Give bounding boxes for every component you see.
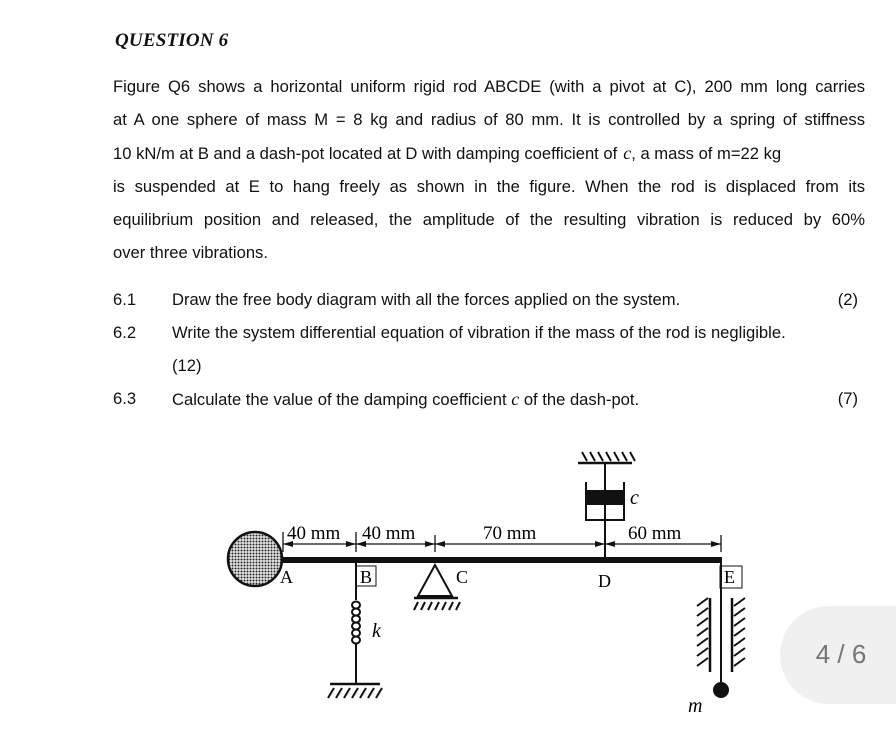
page-indicator xyxy=(780,606,896,704)
statement-line-part: , a mass of m=22 kg xyxy=(631,143,782,163)
part-marks: (2) xyxy=(837,290,858,309)
point-a-label: A xyxy=(280,567,293,587)
point-d-label: D xyxy=(598,571,611,591)
statement-line: over three vibrations. xyxy=(113,243,268,263)
statement-line: at A one sphere of mass M = 8 kg and radius of 80 mm. It is controlled by a spring of stiffness xyxy=(113,110,865,130)
statement-line: equilibrium position and released, the amplitude of the resulting vibration is reduced by 60% xyxy=(113,210,865,230)
damper-label: c xyxy=(630,487,639,509)
part-number: 6.1 xyxy=(113,290,137,309)
part-marks: (7) xyxy=(837,389,858,408)
dashpot xyxy=(578,452,635,557)
part-number: 6.2 xyxy=(113,323,137,342)
part-number: 6.3 xyxy=(113,389,137,408)
damping-symbol: c xyxy=(623,142,632,163)
statement-line: Figure Q6 shows a horizontal uniform rigid rod ABCDE (with a pivot at C), 200 mm long carries xyxy=(113,77,865,96)
point-b-label: B xyxy=(360,567,373,587)
part-text-before: Calculate the value of the damping coefficient xyxy=(172,390,507,409)
dim-cd-label: 70 mm xyxy=(483,523,537,544)
point-e-label: E xyxy=(724,567,735,587)
part-text: Write the system differential equation of vibration if the mass of the rod is negligible. xyxy=(172,323,786,342)
mass-label: m xyxy=(688,695,703,717)
statement-line: is suspended at E to hang freely as shown in the figure. When the rod is displaced from its xyxy=(113,176,865,196)
damping-symbol: c xyxy=(511,389,520,409)
part-marks: (12) xyxy=(172,356,202,375)
page-indicator-text: 4 / 6 xyxy=(815,639,867,669)
part-text-after: of the dash-pot. xyxy=(523,390,640,409)
dim-de-label: 60 mm xyxy=(628,523,682,544)
statement-line-part: 10 kN/m at B and a dash-pot located at D with damping coefficient of xyxy=(113,143,618,163)
point-c-label: C xyxy=(456,567,469,587)
dim-bc-label: 40 mm xyxy=(362,523,416,544)
question-heading: QUESTION 6 xyxy=(115,30,229,51)
pivot-support xyxy=(414,565,460,610)
part-text: Draw the free body diagram with all the forces applied on the system. xyxy=(172,290,681,309)
spring-label: k xyxy=(372,620,381,642)
sphere-mass xyxy=(228,532,282,586)
dim-ab-label: 40 mm xyxy=(287,523,341,544)
rigid-rod xyxy=(276,557,722,563)
